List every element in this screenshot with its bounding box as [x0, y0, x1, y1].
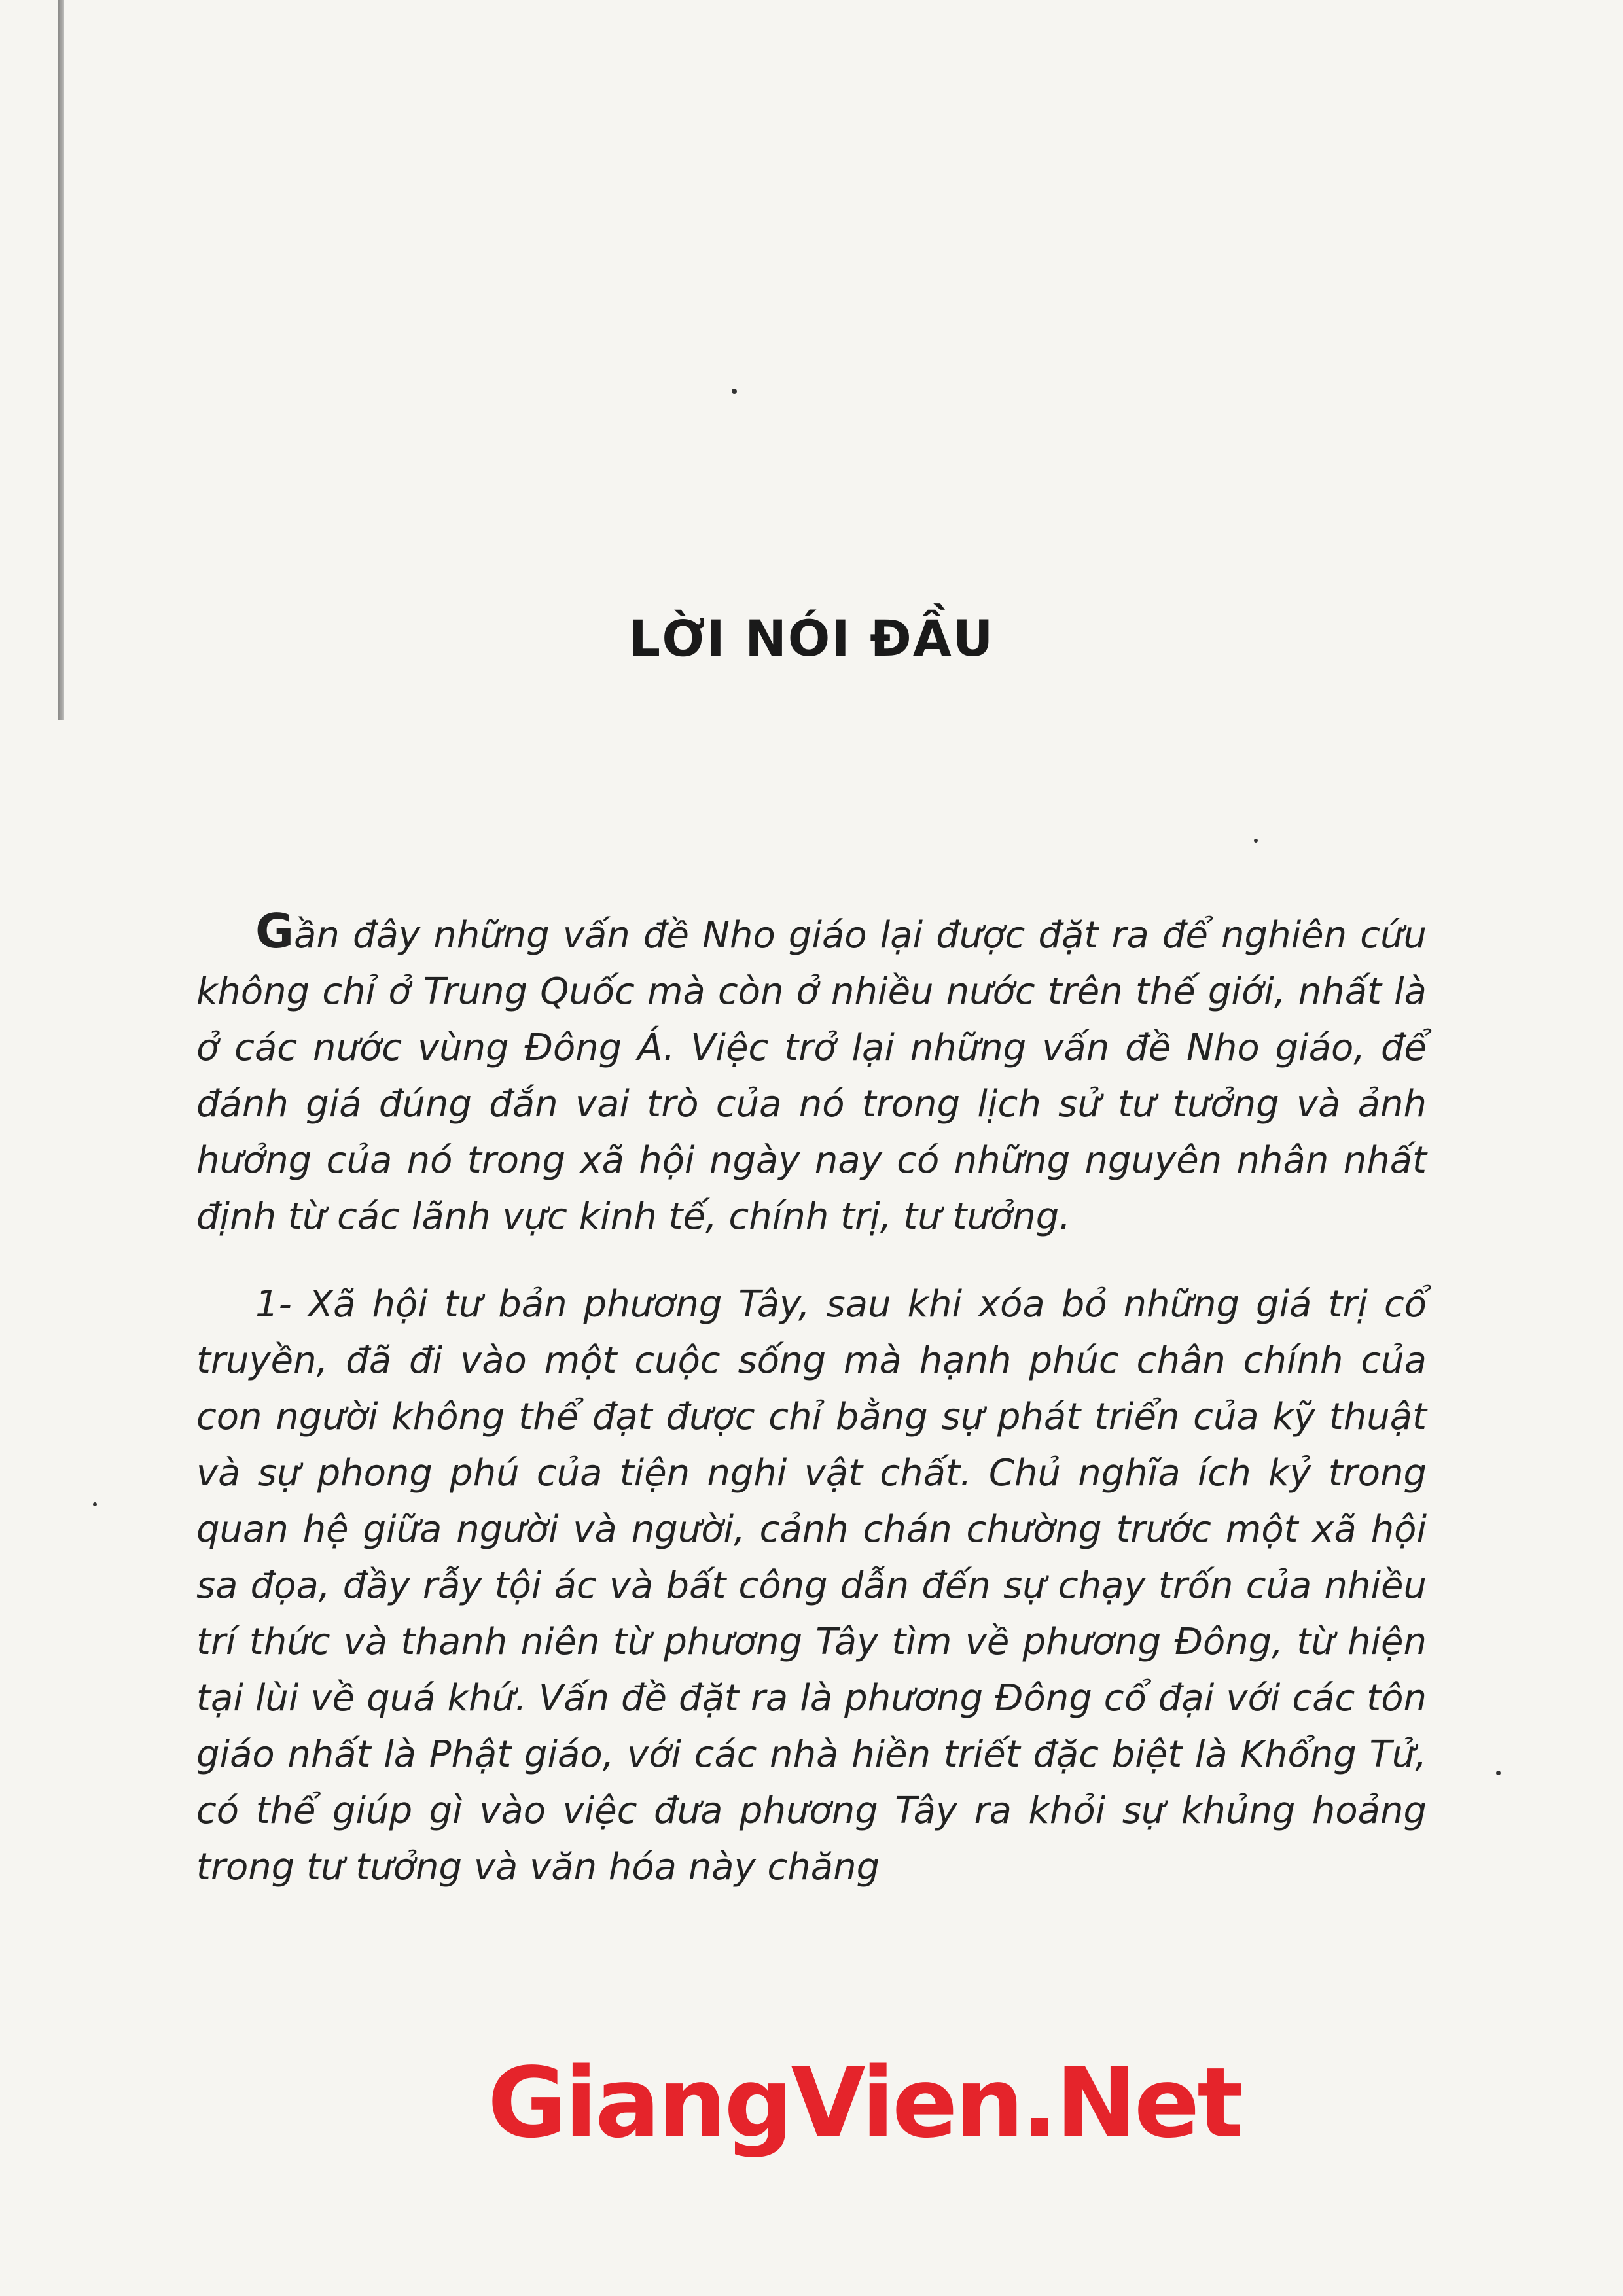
paragraph-point-1: 1- Xã hội tư bản phương Tây, sau khi xóa bỏ những giá trị cổ truyền, đã đi vào một cuộc sống mà hạnh phúc chân chính của con người không thể đạt được chỉ bằng sự phát triển của kỹ thuật và sự phong phú của tiện nghi vật chất. Chủ nghĩa ích kỷ trong quan hệ giữa người và người, cảnh chán chường trước một xã hội sa đọa, đầy rẫy tội ác và bất công dẫn đến sự chạy trốn của nhiều trí thức và thanh niên từ phương Tây tìm về phương Đông, từ hiện tại lùi về quá khứ. Vấn đề đặt ra là phương Đông cổ đại với các tôn giáo nhất là Phật giáo, với các nhà hiền triết đặc biệt là Khổng Tử, có thể giúp gì vào việc đưa phương Tây ra khỏi sự khủng hoảng trong tư tưởng và văn hóa này chăng	[196, 1283, 1427, 1888]
watermark-logo: GiangVien.Net	[488, 2047, 1241, 2159]
print-speck	[1254, 839, 1258, 843]
paragraph-intro	[196, 903, 1427, 1245]
paragraph-text: ần đây những vấn đề Nho giáo lại được đặt ra để nghiên cứu không chỉ ở Trung Quốc mà còn ở nhiều nước trên thế giới, nhất là ở các nước vùng Đông Á. Việc trở lại những vấn đề Nho giáo, để đánh giá đúng đắn vai trò của nó trong lịch sử tư tưởng và ảnh hưởng của nó trong xã hội ngày nay có những nguyên nhân nhất định từ các lãnh vực kinh tế, chính trị, tư tưởng.	[196, 914, 1427, 1238]
drop-cap: G	[255, 904, 294, 959]
print-speck	[1496, 1771, 1501, 1775]
page-title: LỜI NÓI ĐẦU	[628, 609, 995, 667]
body-text	[196, 903, 1427, 1927]
print-speck	[732, 389, 737, 394]
print-speck	[93, 1502, 97, 1506]
